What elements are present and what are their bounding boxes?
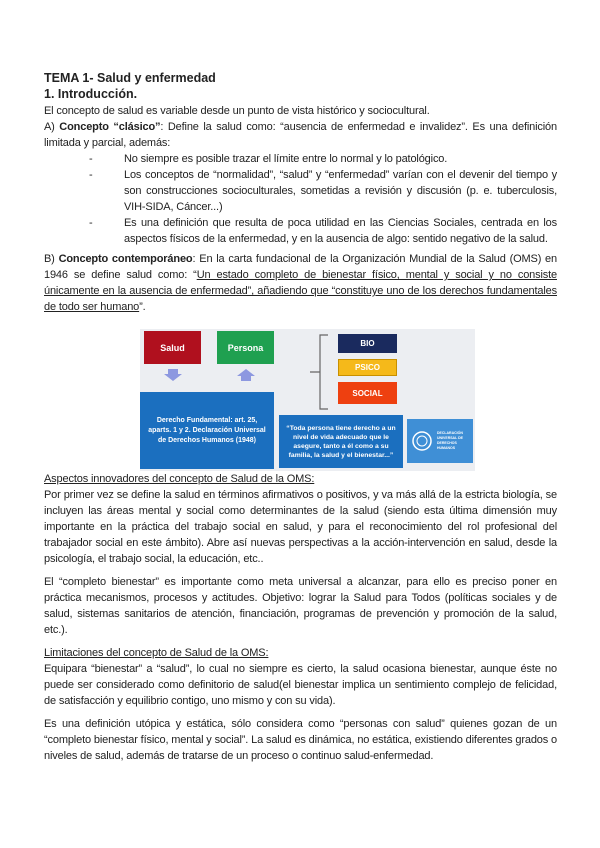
health-concept-figure xyxy=(140,329,475,471)
persona-box: Persona xyxy=(217,331,274,364)
document-title: TEMA 1- Salud y enfermedad xyxy=(44,71,216,85)
innovations-paragraph-1: Por primer vez se define la salud en términos afirmativos o positivos, y va más allá de la estricta biología, se incluyen las áreas mental y social como determinantes de la salud (siendo esta última dimensión muy importante en la práctica del trabajo social en salud, y para el reconocimiento del rol profesional del trabajador social en este ámbito). Abre así nuevas perspectivas a la acción-intervención en salud, desde la psicología, el trabajo social, la educación, etc.. xyxy=(44,489,557,565)
human-rights-box: Derecho Fundamental: art. 25, aparts. 1 y 2. Declaración Universal de Derechos Humanos (1948) xyxy=(140,392,274,469)
salud-box: Salud xyxy=(144,331,201,364)
limitations-heading: Limitaciones del concepto de Salud de la OMS: xyxy=(44,647,269,659)
bio-box: BIO xyxy=(338,334,397,353)
contemporary-concept-paragraph: B) Concepto contemporáneo: En la carta fundacional de la Organización Mundial de la Salud (OMS) en 1946 se define salud como: “Un estado completo de bienestar físico, mental y social y no consiste únicamente en la ausencia de enfermedad”, añadiendo que “constituye uno de los derechos fundamentales de todo ser humano”. xyxy=(44,253,557,313)
limitations-paragraph-2: Es una definición utópica y estática, sólo considera como “personas con salud” quienes gozan de un “completo bienestar físico, mental y social”. La salud es dinámica, no estática, existiendo diferentes grados o niveles de salud, además de tratarse de un proceso o continuo salud-enfermedad. xyxy=(44,718,557,762)
list-item: - Los conceptos de “normalidad”, “salud” y “enfermedad” varían con el devenir del tiempo y son construcciones socioculturales, sometidas a revisión y discusión (p. e. tuberculosis, VIH-SIDA, Cáncer...) xyxy=(89,167,557,215)
declaration-quote-box: “Toda persona tiene derecho a un nivel de vida adecuado que le asegure, tanto a él como a su familia, la salud y el bienestar...” xyxy=(279,415,403,468)
un-declaration-logo: DECLARACIÓN UNIVERSAL DE DERECHOS HUMANOS xyxy=(407,419,473,463)
arrow-up-icon xyxy=(237,369,255,381)
classic-concept-list xyxy=(44,151,557,247)
brace-icon xyxy=(308,334,330,410)
un-emblem-icon xyxy=(411,430,433,452)
intro-paragraph: El concepto de salud es variable desde un punto de vista histórico y sociocultural. xyxy=(44,105,430,117)
innovations-heading: Aspectos innovadores del concepto de Salud de la OMS: xyxy=(44,473,315,485)
psico-box: PSICO xyxy=(338,359,397,376)
arrow-down-icon xyxy=(164,369,182,381)
classic-concept-paragraph: A) Concepto “clásico”: Define la salud como: “ausencia de enfermedad e invalidez”. Es una definición limitada y parcial, además: xyxy=(44,121,557,149)
limitations-paragraph-1: Equipara “bienestar” a “salud”, lo cual no siempre es cierto, la salud ocasiona bienestar, aunque éste no puede ser considerado como definitorio de salud(el bienestar implica un sentimiento complejo de felicidad, de satisfacción y equilibrio contigo, uno mismo y con su vida). xyxy=(44,663,557,707)
social-box: SOCIAL xyxy=(338,382,397,404)
list-item: - Es una definición que resulta de poca utilidad en las Ciencias Sociales, centrada en los aspectos físicos de la enfermedad, y en la ausencia de algo: sentido negativo de la salud. xyxy=(89,215,557,247)
section-heading: 1. Introducción. xyxy=(44,87,138,101)
list-item: - No siempre es posible trazar el límite entre lo normal y lo patológico. xyxy=(89,151,557,167)
innovations-paragraph-2: El “completo bienestar” es importante como meta universal a alcanzar, para ello es preciso poner en práctica mecanismos, procesos y actitudes. Objetivo: lograr la Salud para Todos (políticas sociales y de salud, sistemas sanitarios de atención, financiación, programas de prevención y promoción de la salud, etc.). xyxy=(44,576,557,636)
